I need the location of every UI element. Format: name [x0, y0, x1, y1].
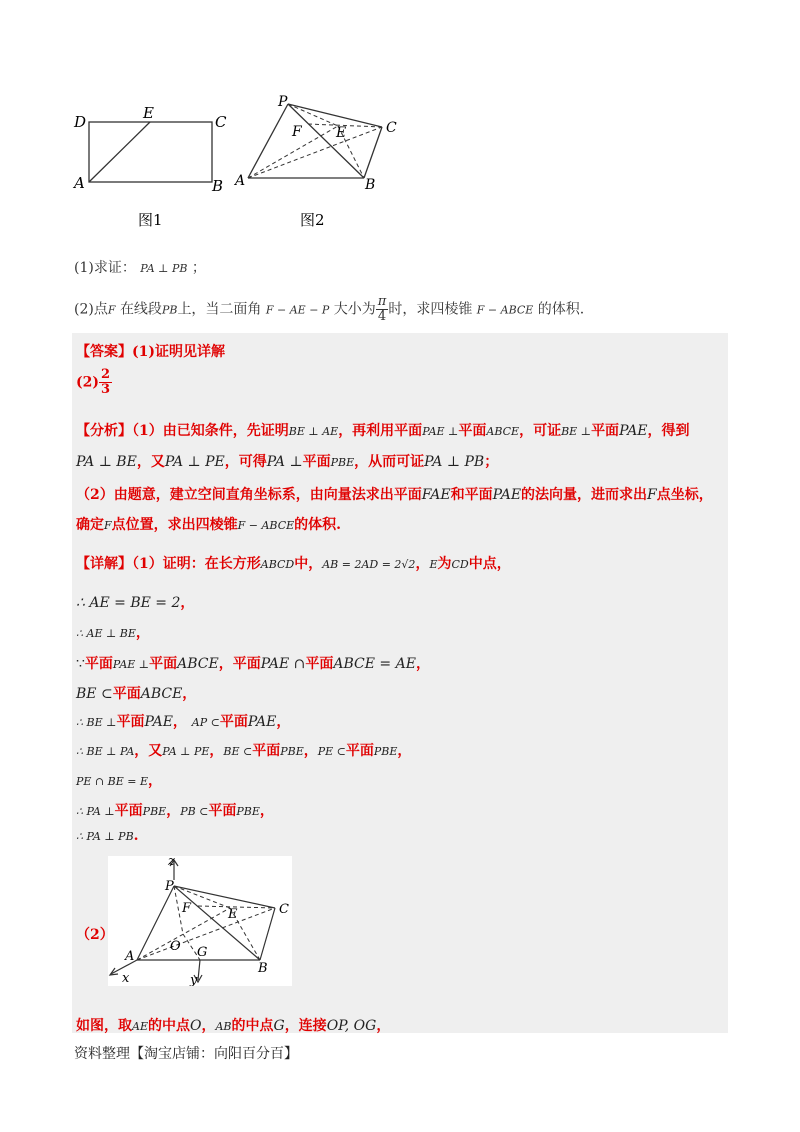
q2-text-6: 的体积. — [537, 301, 585, 318]
dt-t: ， — [415, 656, 430, 672]
fig2-label-b: B — [365, 177, 376, 193]
dt-m: ABCE = AE — [333, 656, 416, 672]
dt-t: 平面 — [112, 686, 141, 702]
question-1-math: PA ⊥ PB — [140, 262, 188, 275]
dt-t: 平面 — [345, 743, 374, 759]
an-m: BE ⊥ — [561, 425, 592, 438]
detail-step-7 — [76, 770, 162, 790]
dt-m: PBE — [236, 805, 260, 818]
an-m: PA ⊥ PB — [424, 454, 485, 470]
dt-m: CD — [451, 558, 469, 571]
dt-m: PAE ∩ — [260, 656, 306, 672]
an-t: 点坐标， — [656, 487, 713, 503]
fig3-label-b: B — [258, 961, 268, 976]
answer-part-2 — [76, 368, 112, 397]
dt-m: ∴ PA ⊥ — [76, 805, 115, 818]
an-m: PBE — [330, 456, 355, 469]
dt-m: AB = 2AD = 2√2 — [322, 558, 416, 571]
q2-text-3: 上，当二面角 — [177, 301, 262, 318]
fig3-label-a: A — [125, 949, 135, 964]
dt-m: PBE — [373, 745, 398, 758]
dt-m: ∴ AE ⊥ BE — [76, 627, 136, 640]
p2-m: OP, OG — [326, 1018, 377, 1034]
q2-text-2: 在线段 — [119, 301, 162, 318]
fig1-label-a: A — [74, 174, 85, 192]
an-t: ； — [484, 454, 499, 470]
dt-m: ABCE — [177, 656, 219, 672]
fig3-label-c: C — [279, 902, 289, 917]
dt-t: 平面 — [84, 656, 113, 672]
dt-m: PE ∩ BE = E — [76, 775, 148, 788]
q2-frac-den: 4 — [377, 309, 387, 324]
dt-t: 平面 — [305, 656, 334, 672]
part-2-label: （2） — [76, 927, 114, 943]
fig2-label-e: E — [336, 125, 347, 141]
an-t: ，再利用平面 — [338, 423, 423, 439]
an-t: ，从而可证 — [354, 454, 425, 470]
q2-var-f: F — [107, 303, 116, 317]
an-t: 平面 — [458, 423, 487, 439]
q2-var-pb: PB — [161, 303, 178, 317]
dt-t: ， — [209, 743, 224, 759]
dt-t: ， — [182, 686, 197, 702]
an-t: 平面 — [591, 423, 620, 439]
answer-label: 【答案】(1)证明见详解 — [76, 344, 225, 360]
detail-step-6 — [76, 740, 411, 760]
dt-t: ，又 — [134, 743, 163, 759]
p2-m: AE — [132, 1020, 148, 1033]
q2-frac-num: π — [377, 294, 387, 309]
dt-t: ，平面 — [218, 656, 261, 672]
fig1-label-d: D — [74, 113, 87, 131]
detail-step-3 — [76, 653, 430, 673]
fig3-label-g: G — [197, 945, 208, 960]
dt-m: PE ⊂ — [317, 745, 346, 758]
dt-m: ∴ AE = BE = 2 — [76, 595, 181, 611]
an-m: F − ABCE — [237, 519, 295, 532]
an-t: 点位置，求出四棱锥 — [111, 517, 238, 533]
answer-fraction — [99, 368, 112, 397]
dt-t: 平面 — [116, 714, 145, 730]
an-m: PA ⊥ BE — [76, 454, 137, 470]
dt-t: 【详解】（1）证明：在长方形 — [76, 556, 261, 572]
fig1-label-e: E — [143, 104, 154, 122]
answer-frac-den: 3 — [101, 382, 111, 397]
dt-m: PAE — [247, 714, 277, 730]
analysis-line-1 — [76, 420, 690, 440]
dt-m: E — [429, 558, 438, 571]
an-t: 确定 — [76, 517, 104, 533]
fig1-label-c: C — [215, 113, 227, 131]
detail-step-1 — [76, 592, 194, 612]
question-1-suffix: ； — [191, 260, 206, 276]
q2-text-1: (2)点 — [74, 301, 108, 318]
dt-t: ， — [259, 803, 274, 819]
dt-m: ∴ BE ⊥ PA — [76, 745, 135, 758]
dt-t: 为 — [437, 556, 452, 572]
dt-t: 平面 — [114, 803, 143, 819]
fig3-label-o: O — [170, 939, 181, 954]
dt-t: 平面 — [149, 656, 178, 672]
an-m: FAE — [421, 487, 451, 503]
dt-m: PBE — [280, 745, 304, 758]
fig3-label-p: P — [165, 879, 174, 894]
question-2 — [74, 295, 584, 324]
dt-t: ， — [303, 743, 318, 759]
dt-t: ， — [180, 595, 195, 611]
p2-t: 的中点 — [147, 1018, 190, 1034]
dt-t: . — [133, 828, 139, 844]
fig2-label-c: C — [386, 120, 397, 136]
an-t: ，可证 — [519, 423, 562, 439]
q2-text-4: 大小为 — [333, 301, 376, 318]
footer-source: 资料整理【淘宝店铺：向阳百分百】 — [74, 1046, 298, 1062]
dt-m: PB ⊂ — [180, 805, 209, 818]
p2-m: G — [273, 1018, 285, 1034]
an-m: ABCE — [486, 425, 520, 438]
dt-t: ， — [172, 714, 187, 730]
fig3-label-x: x — [122, 971, 130, 986]
an-m: PAE — [492, 487, 522, 503]
p2-t: ， — [201, 1018, 216, 1034]
dt-m: BE ⊂ — [223, 745, 253, 758]
q2-dihedral-angle: F − AE − P — [265, 303, 330, 317]
answer-frac-num: 2 — [101, 367, 111, 382]
fig2-label-a: A — [235, 173, 246, 189]
dt-t: ， — [415, 556, 430, 572]
an-m: F — [647, 487, 657, 503]
p2-t: ， — [376, 1018, 391, 1034]
analysis-line-4 — [76, 514, 341, 534]
answer-part-2-label: (2) — [76, 374, 99, 391]
dt-t: ， — [148, 773, 162, 789]
fig2-label-p: P — [278, 94, 288, 110]
question-1-prefix: (1)求证： — [74, 260, 136, 276]
dt-t: 平面 — [252, 743, 281, 759]
p2-t: 如图，取 — [76, 1018, 132, 1034]
detail-step-2 — [76, 622, 150, 642]
an-t: ，得到 — [647, 423, 690, 439]
an-m: PA ⊥ — [266, 454, 303, 470]
detail-step-8 — [76, 800, 274, 820]
an-m: F — [104, 519, 112, 532]
an-m: PAE — [619, 423, 648, 439]
p2-t: ，连接 — [284, 1018, 327, 1034]
dt-m: ∵ — [76, 656, 85, 672]
dt-m: BE ⊂ — [76, 686, 113, 702]
an-t: 和平面 — [450, 487, 493, 503]
an-t: ，又 — [136, 454, 165, 470]
dt-t: 中， — [294, 556, 323, 572]
figure-1-caption: 图1 — [138, 211, 163, 229]
an-m: PA ⊥ PE — [164, 454, 225, 470]
dt-t: ， — [276, 714, 291, 730]
detail-step-5 — [76, 711, 290, 731]
dt-m: AP ⊂ — [191, 716, 220, 729]
analysis-line-2 — [76, 451, 498, 471]
dt-m: ABCD — [260, 558, 295, 571]
dt-m: PA ⊥ PE — [162, 745, 210, 758]
figure-1-rectangle — [60, 94, 240, 234]
an-t: （2）由题意，建立空间直角坐标系，由向量法求出平面 — [76, 487, 422, 503]
figure-3-coordinate-system — [108, 856, 292, 986]
detail-step-4 — [76, 683, 196, 703]
dt-m: PBE — [142, 805, 167, 818]
fig3-label-e: E — [228, 907, 238, 922]
fig3-label-y: y — [190, 973, 198, 986]
an-m: BE ⊥ AE — [288, 425, 339, 438]
an-t: 的法向量，进而求出 — [521, 487, 648, 503]
p2-t: 的中点 — [231, 1018, 274, 1034]
dt-t: ， — [166, 803, 181, 819]
dt-t: 平面 — [208, 803, 237, 819]
dt-t: ， — [135, 625, 150, 641]
dt-t: 平面 — [219, 714, 248, 730]
dt-t: ， — [397, 743, 412, 759]
detail-line-1 — [76, 553, 511, 573]
dt-t: 中点， — [468, 556, 511, 572]
q2-pyramid: F − ABCE — [476, 303, 534, 317]
dt-m: ∴ PA ⊥ PB — [76, 830, 134, 843]
dt-m: ∴ BE ⊥ — [76, 716, 117, 729]
figure-2-pyramid — [228, 92, 408, 232]
detail-step-9 — [76, 828, 139, 844]
q2-text-5: 时，求四棱锥 — [388, 301, 473, 318]
p2-m: O — [189, 1018, 202, 1034]
fig3-label-z: z — [168, 856, 175, 869]
fig2-label-f: F — [292, 124, 302, 140]
an-t: 【分析】（1）由已知条件，先证明 — [76, 423, 289, 439]
question-1 — [74, 257, 206, 277]
fig1-label-b: B — [212, 177, 224, 195]
analysis-line-3 — [76, 484, 713, 504]
p2-m: AB — [215, 1020, 232, 1033]
an-t: 的体积. — [294, 517, 342, 533]
part-2-line-1 — [76, 1015, 390, 1035]
q2-pi-over-4 — [376, 295, 389, 324]
figure-2-caption: 图2 — [300, 211, 325, 229]
an-t: 平面 — [302, 454, 331, 470]
dt-m: PAE ⊥ — [112, 658, 150, 671]
dt-m: ABCE — [140, 686, 183, 702]
fig3-label-f: F — [182, 901, 192, 916]
an-m: PAE ⊥ — [422, 425, 459, 438]
dt-m: PAE — [144, 714, 173, 730]
an-t: ，可得 — [224, 454, 267, 470]
